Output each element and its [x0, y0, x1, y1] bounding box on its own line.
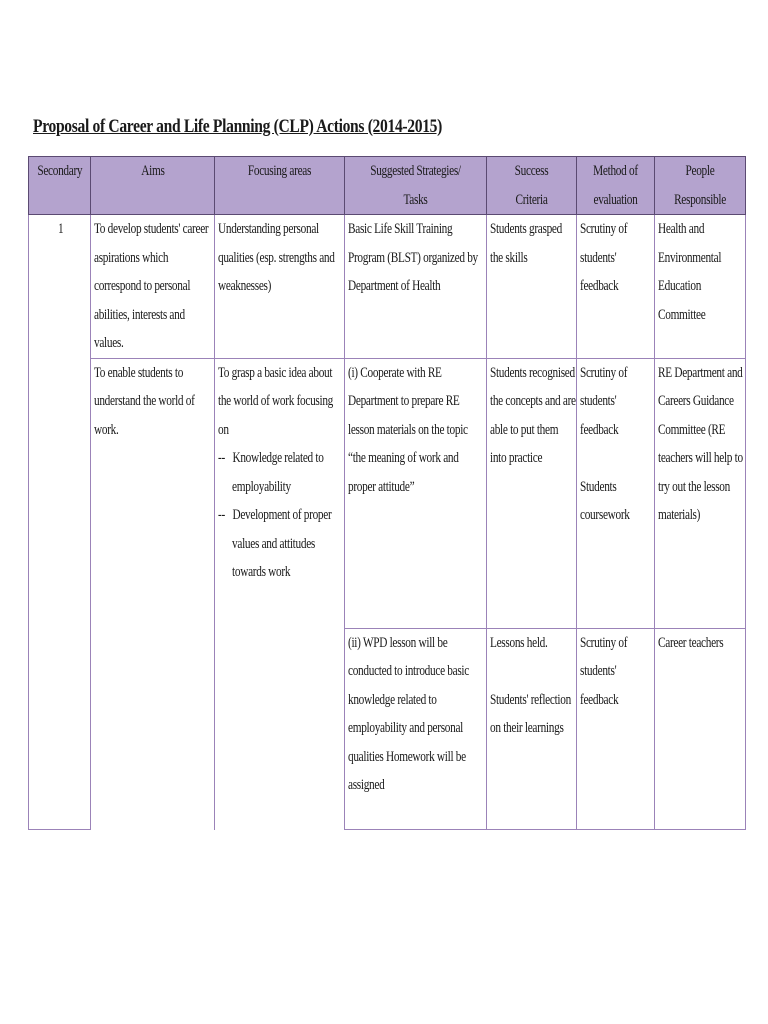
header-row: [29, 157, 746, 215]
table-row: [29, 215, 746, 359]
focus-bullet: -- Knowledge related to employability: [218, 450, 324, 495]
header-strategies: Suggested Strategies/ Tasks: [345, 157, 487, 215]
cell-criteria: Students recognised the concepts and are able to put them into practice: [487, 358, 577, 628]
cell-secondary: [29, 628, 91, 829]
method-coursework: Students coursework: [580, 478, 630, 523]
criteria-reflection: Students' reflection on their learnings: [490, 691, 571, 736]
cell-aims: To enable students to understand the world of work.: [91, 358, 215, 829]
cell-method: [577, 358, 655, 628]
cell-focus: [215, 358, 345, 829]
header-method: Method of evaluation: [577, 157, 655, 215]
header-focusing-areas: Focusing areas: [215, 157, 345, 215]
cell-secondary: [29, 358, 91, 628]
cell-criteria: Students grasped the skills: [487, 215, 577, 359]
cell-focus: Understanding personal qualities (esp. strengths and weaknesses): [215, 215, 345, 359]
header-success-criteria: Success Criteria: [487, 157, 577, 215]
focus-bullet: -- Development of proper values and attitudes towards work: [218, 507, 332, 580]
criteria-lessons: Lessons held.: [490, 634, 548, 651]
cell-strategy: (ii) WPD lesson will be conducted to introduce basic knowledge related to employability and personal qualities Homework will be assigned: [345, 628, 487, 829]
method-feedback: Scrutiny of students' feedback: [580, 364, 628, 438]
table-row: [29, 358, 746, 628]
header-secondary: Secondary: [29, 157, 91, 215]
header-people: People Responsible: [655, 157, 746, 215]
focus-intro: To grasp a basic idea about the world of work focusing on: [218, 364, 334, 438]
cell-people: RE Department and Careers Guidance Committee (RE teachers will help to try out the lesson materials): [655, 358, 746, 628]
page-title: Proposal of Career and Life Planning (CLP) Actions (2014-2015): [33, 116, 442, 137]
cell-criteria: [487, 628, 577, 829]
cell-people: Health and Environmental Education Committee: [655, 215, 746, 359]
cell-aims: To develop students' career aspirations which correspond to personal abilities, interests and values.: [91, 215, 215, 359]
header-aims: Aims: [91, 157, 215, 215]
cell-method: Scrutiny of students' feedback: [577, 215, 655, 359]
cell-strategy: (i) Cooperate with RE Department to prepare RE lesson materials on the topic “the meaning of work and proper attitude”: [345, 358, 487, 628]
cell-method: Scrutiny of students' feedback: [577, 628, 655, 829]
cell-strategy: Basic Life Skill Training Program (BLST) organized by Department of Health: [345, 215, 487, 359]
cell-secondary: 1: [29, 215, 91, 359]
clp-actions-table: [28, 156, 746, 830]
cell-people: Career teachers: [655, 628, 746, 829]
